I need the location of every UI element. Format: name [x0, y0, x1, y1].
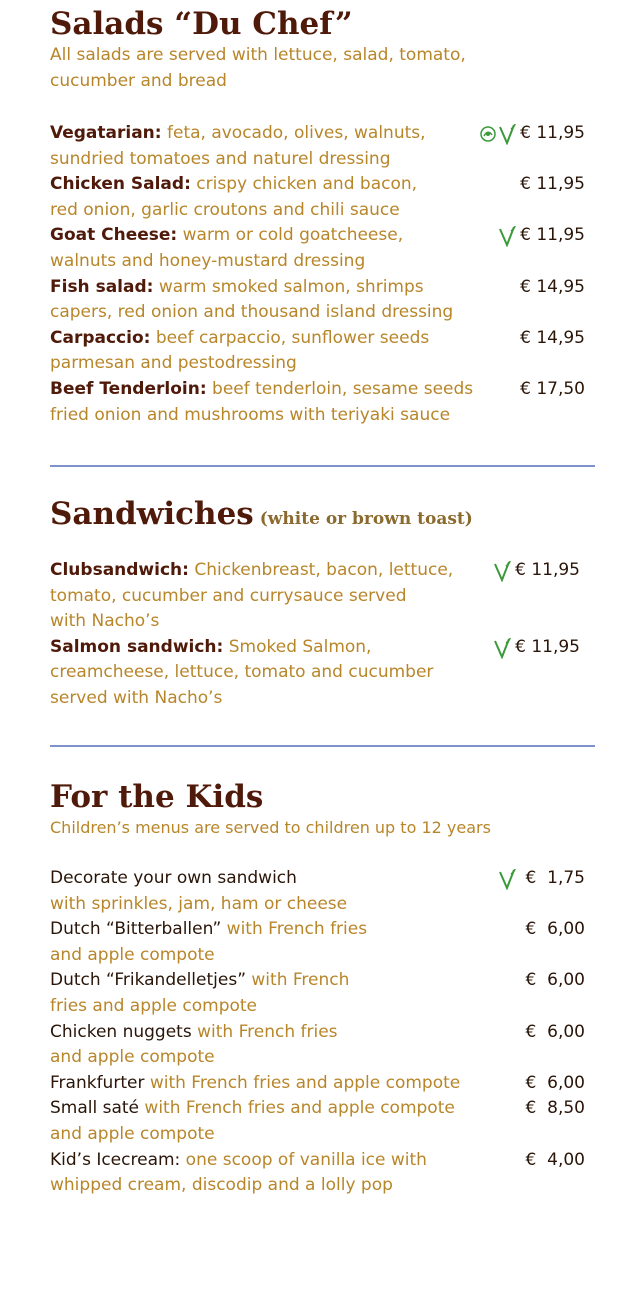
item-desc: beef tenderloin, sesame seeds [206, 378, 474, 399]
menu-item [50, 1020, 595, 1071]
item-desc: tomato, cucumber and currysauce served [50, 585, 407, 606]
item-name: Beef Tenderloin: [50, 378, 207, 399]
menu-item [50, 172, 595, 223]
item-name: Chicken nuggets [50, 1021, 192, 1042]
item-desc: and apple compote [50, 1047, 215, 1068]
item-name: Goat Cheese: [50, 225, 178, 246]
vegetarian-icon [498, 225, 516, 247]
vegetarian-icon [493, 637, 511, 659]
sandwiches-title-text: Sandwiches [50, 496, 254, 532]
item-desc: with French [246, 970, 350, 991]
item-desc: feta, avocado, olives, walnuts, [161, 123, 426, 143]
item-name: Kid’s Icecream: [50, 1149, 181, 1170]
item-name: Chicken Salad: [50, 174, 191, 195]
item-price: € 6,00 [525, 919, 585, 940]
item-price: € 17,50 [520, 378, 585, 399]
item-desc: one scoop of vanilla ice with [180, 1149, 427, 1170]
item-price: € 6,00 [525, 1072, 585, 1093]
vegetarian-icon [498, 868, 516, 890]
menu-item [50, 917, 595, 968]
item-desc: Smoked Salmon, [223, 636, 372, 657]
item-name: Dutch “Frikandelletjes” [50, 970, 246, 991]
vegetarian-icon [493, 560, 511, 582]
item-desc: warm smoked salmon, shrimps [153, 276, 424, 297]
item-price: € 11,95 [520, 174, 585, 195]
item-name: Salmon sandwich: [50, 636, 224, 657]
salads-subtitle-line2: cucumber and bread [50, 71, 227, 91]
kids-title: For the Kids [50, 779, 264, 815]
menu-item [50, 377, 595, 428]
vegetarian-icon [498, 123, 516, 145]
item-desc: and apple compote [50, 944, 215, 965]
item-price: € 14,95 [520, 327, 585, 348]
item-desc: fries and apple compote [50, 995, 258, 1016]
item-price: € 11,95 [515, 636, 580, 657]
menu-item [50, 1096, 595, 1147]
sandwiches-title [50, 496, 595, 537]
item-price: € 14,95 [520, 276, 585, 297]
menu-item [50, 1071, 595, 1097]
sandwiches-note: (white or brown toast) [259, 509, 473, 529]
item-name: Decorate your own sandwich [50, 868, 297, 888]
item-price: € 8,50 [525, 1098, 585, 1119]
item-price: € 4,00 [525, 1149, 585, 1170]
item-desc: capers, red onion and thousand island dressing [50, 302, 454, 323]
item-name: Dutch “Bitterballen” [50, 919, 222, 940]
menu-item [50, 866, 595, 917]
section-divider [50, 745, 595, 747]
sandwiches-list [50, 558, 595, 712]
item-price: € 1,75 [525, 868, 585, 888]
item-price: € 6,00 [525, 970, 585, 991]
item-desc: and apple compote [50, 1123, 215, 1144]
item-desc: warm or cold goatcheese, [177, 225, 404, 246]
item-desc: sundried tomatoes and naturel dressing [50, 148, 391, 169]
menu-item [50, 635, 595, 712]
section-divider [50, 465, 595, 467]
item-price: € 11,95 [520, 123, 585, 143]
salads-subtitle-line1: All salads are served with lettuce, salad, tomato, [50, 45, 466, 65]
item-price: € 11,95 [520, 225, 585, 246]
salads-list [50, 121, 595, 428]
item-desc: beef carpaccio, sunflower seeds [150, 327, 430, 348]
item-name: Clubsandwich: [50, 560, 189, 580]
item-desc: with French fries and apple compote [139, 1098, 455, 1119]
menu-item [50, 223, 595, 274]
item-desc: with Nacho’s [50, 611, 160, 632]
kids-section [50, 779, 595, 841]
sandwiches-section [50, 496, 595, 537]
item-name: Frankfurter [50, 1072, 145, 1093]
menu-item [50, 121, 595, 172]
menu-item [50, 558, 595, 635]
item-desc: fried onion and mushrooms with teriyaki sauce [50, 404, 451, 425]
item-price: € 6,00 [525, 1021, 585, 1042]
menu-item [50, 275, 595, 326]
menu-item [50, 326, 595, 377]
item-desc: crispy chicken and bacon, [190, 174, 418, 195]
item-name: Fish salad: [50, 276, 154, 297]
salads-title: Salads “Du Chef” [50, 6, 353, 42]
item-desc: served with Nacho’s [50, 687, 223, 708]
menu-item [50, 1148, 595, 1199]
item-name: Small saté [50, 1098, 140, 1119]
item-name: Carpaccio: [50, 327, 151, 348]
item-price: € 11,95 [515, 560, 580, 580]
item-desc: whipped cream, discodip and a lolly pop [50, 1175, 393, 1196]
salads-section [50, 6, 595, 94]
item-desc: creamcheese, lettuce, tomato and cucumber [50, 662, 434, 683]
item-desc: with French fries [221, 919, 368, 940]
item-desc: with French fries [191, 1021, 338, 1042]
item-desc: red onion, garlic croutons and chili sauce [50, 199, 400, 220]
item-desc: walnuts and honey-mustard dressing [50, 250, 366, 271]
item-desc: parmesan and pestodressing [50, 353, 297, 374]
item-desc: with sprinkles, jam, ham or cheese [50, 893, 348, 914]
item-desc: Chickenbreast, bacon, lettuce, [188, 560, 454, 580]
kids-list [50, 866, 595, 1199]
kids-subtitle: Children’s menus are served to children up to 12 years [50, 818, 491, 837]
item-name: Vegatarian: [50, 123, 162, 143]
menu-item [50, 968, 595, 1019]
organic-icon [480, 126, 496, 142]
item-desc: with French fries and apple compote [144, 1072, 461, 1093]
